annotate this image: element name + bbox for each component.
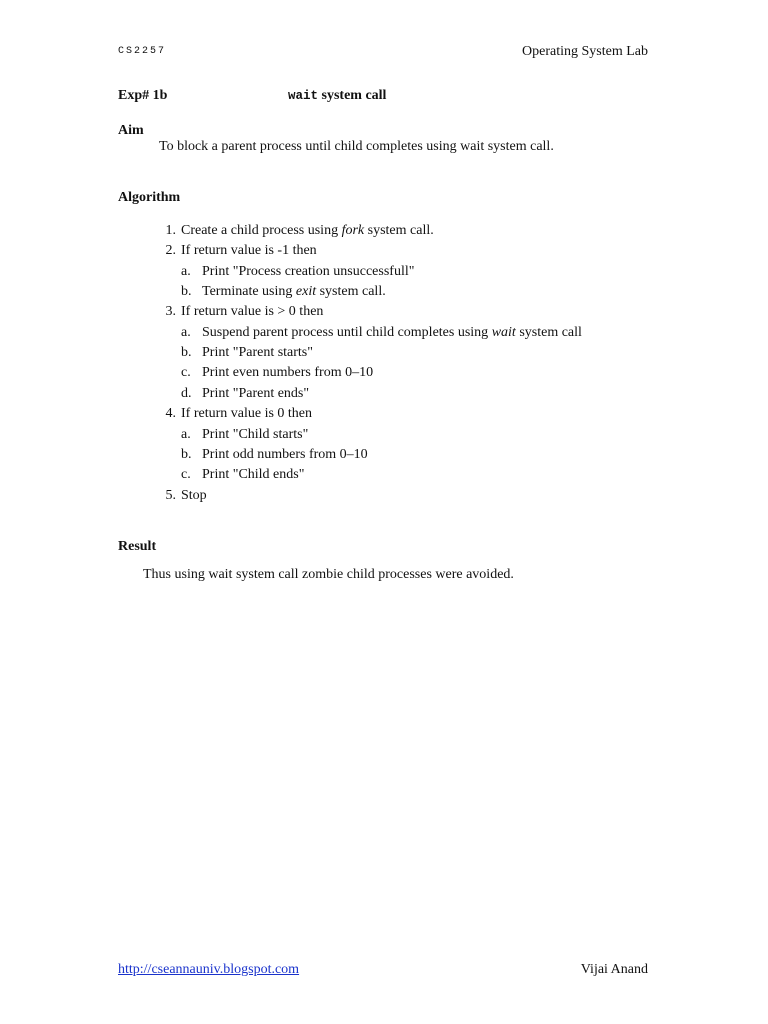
substep-text: Print "Parent starts" [202, 345, 313, 361]
algorithm-heading: Algorithm [118, 190, 181, 205]
text-segment: Suspend parent process until child completes using [202, 324, 492, 340]
step-text: If return value is -1 then [181, 243, 317, 259]
substep-letter: b. [181, 345, 192, 361]
step-number: 1. [165, 223, 176, 238]
substep-letter: a. [181, 263, 191, 279]
substep-text: Print "Process creation unsuccessfull" [202, 263, 415, 279]
substep-letter: a. [181, 426, 191, 442]
substep-text: Print "Parent ends" [202, 385, 310, 401]
aim-heading: Aim [118, 123, 144, 138]
step-text: Stop [181, 487, 207, 503]
syscall-name: wait [288, 89, 319, 103]
substep-letter: d. [181, 385, 192, 401]
step-number: 2. [165, 243, 176, 259]
text-segment: system call. [364, 223, 434, 238]
step-text [181, 224, 434, 238]
result-heading: Result [118, 539, 157, 554]
step-number: 4. [165, 406, 176, 422]
substep-text [202, 326, 582, 340]
substep-letter: b. [181, 284, 192, 300]
course-code: CS2257 [118, 46, 167, 57]
substep-letter: c. [181, 365, 191, 381]
lab-name: Operating System Lab [522, 44, 648, 59]
syscall-emphasis: fork [341, 223, 365, 238]
substep-letter: a. [181, 324, 191, 340]
footer-link[interactable]: http://cseannauniv.blogspot.com [118, 962, 300, 977]
exp-number: Exp# 1b [118, 88, 168, 103]
substep-text: Print odd numbers from 0–10 [202, 446, 368, 462]
title-suffix: system call [318, 88, 387, 103]
footer-author: Vijai Anand [580, 962, 648, 977]
substep-text: Print "Child ends" [202, 467, 305, 483]
substep-text [202, 285, 386, 299]
step-text: If return value is 0 then [181, 406, 313, 422]
syscall-emphasis: exit [295, 284, 317, 300]
text-segment: Terminate using [202, 284, 296, 300]
step-text: If return value is > 0 then [181, 304, 324, 320]
result-text: Thus using wait system call zombie child processes were avoided. [143, 567, 514, 582]
text-segment: system call [515, 324, 582, 340]
syscall-emphasis: wait [491, 324, 516, 340]
substep-letter: c. [181, 467, 191, 483]
step-number: 5. [165, 487, 176, 503]
substep-letter: b. [181, 446, 192, 462]
substep-text: Print even numbers from 0–10 [202, 365, 374, 381]
step-number: 3. [165, 304, 176, 320]
text-segment: system call. [316, 284, 386, 300]
text-segment: Create a child process using [181, 223, 342, 238]
substep-text: Print "Child starts" [202, 426, 309, 442]
aim-text: To block a parent process until child completes using wait system call. [159, 139, 554, 154]
